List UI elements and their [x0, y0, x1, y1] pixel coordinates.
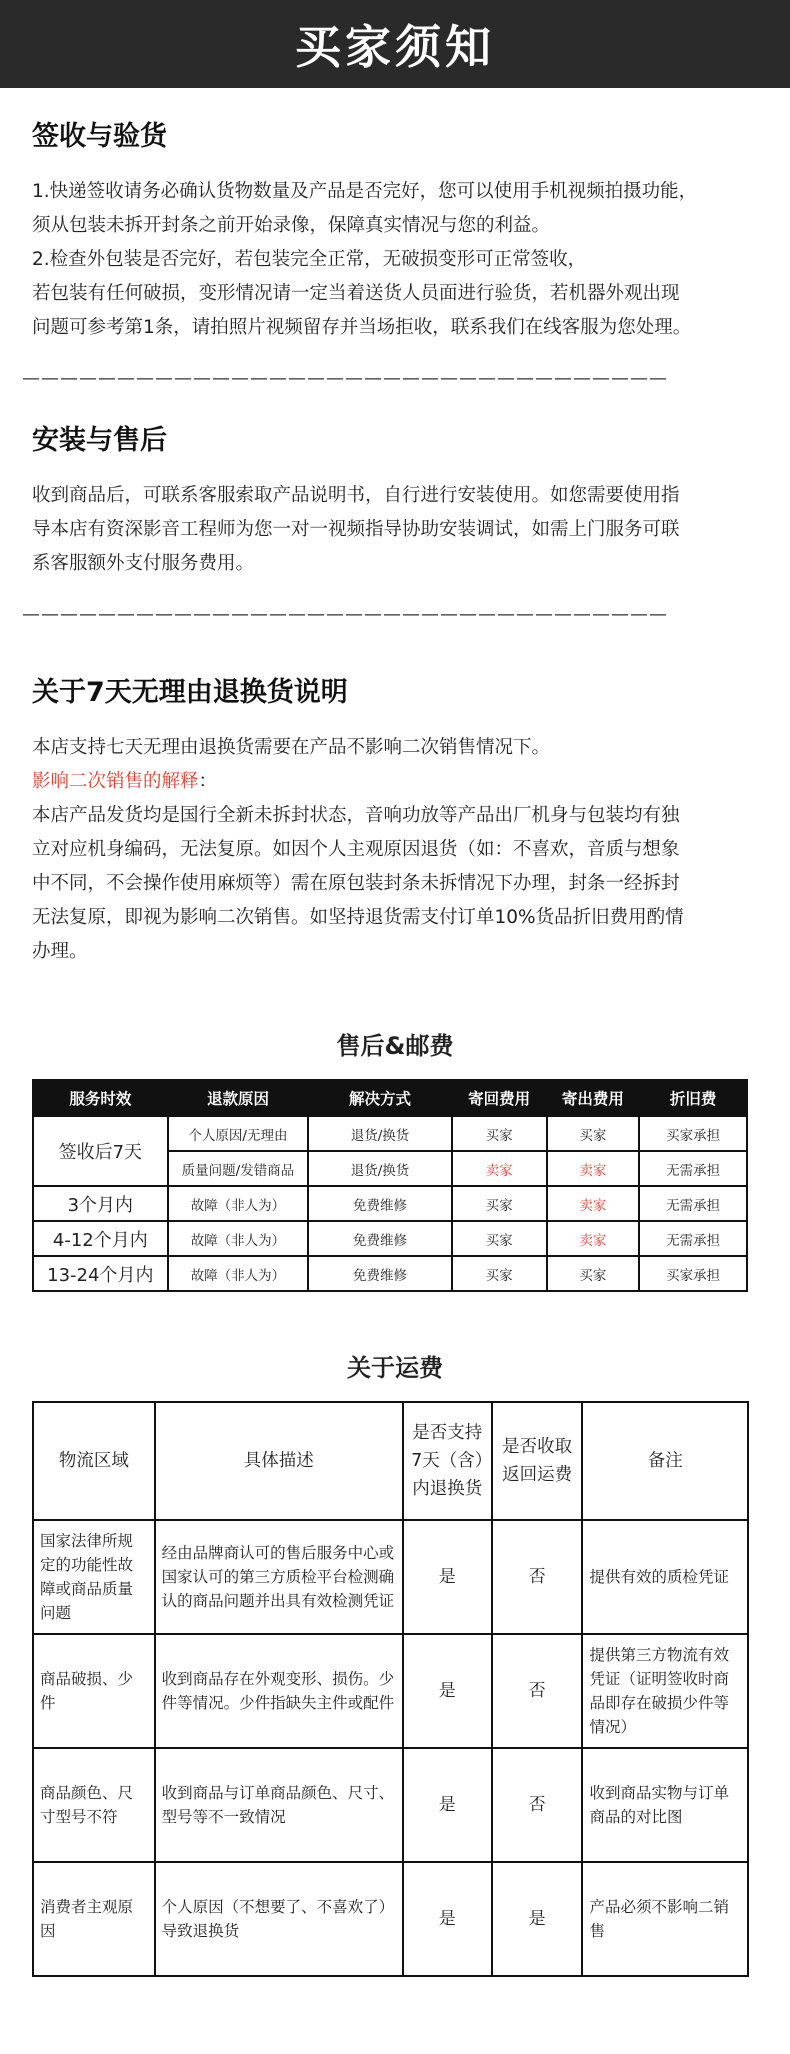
section-install-aftersale — [0, 418, 790, 581]
support-cell: 是 — [403, 1748, 492, 1862]
depreciation-cell: 买家承担 — [639, 1256, 747, 1291]
section-line: 若包装有任何破损，变形情况请一定当着送货人员面进行验货，若机器外观出现 — [32, 283, 680, 304]
reason-cell: 故障（非人为） — [168, 1221, 309, 1256]
section-receipt-inspection — [0, 114, 790, 345]
solution-cell: 免费维修 — [308, 1221, 452, 1256]
reason-cell: 故障（非人为） — [168, 1256, 309, 1291]
charge-cell: 否 — [492, 1748, 583, 1862]
depreciation-cell: 无需承担 — [639, 1186, 747, 1221]
divider: —————————————————————————————————— — [22, 368, 668, 389]
reason-cell: 故障（非人为） — [168, 1186, 309, 1221]
ship-fee-cell: 买家 — [547, 1256, 640, 1291]
period-cell: 3个月内 — [33, 1186, 168, 1221]
period-cell: 4-12个月内 — [33, 1221, 168, 1256]
ship-fee-cell: 卖家 — [547, 1221, 640, 1256]
section-line: 中不同，不会操作使用麻烦等）需在原包装封条未拆情况下办理，封条一经拆封 — [32, 873, 680, 894]
divider: —————————————————————————————————— — [22, 604, 668, 625]
table-title-aftersale-shipping: 售后&邮费 — [336, 1032, 454, 1060]
header-cell: 解决方式 — [308, 1080, 452, 1116]
reason-cell: 个人原因/无理由 — [168, 1116, 309, 1151]
section-title: 安装与售后 — [32, 425, 167, 456]
charge-cell: 是 — [492, 1862, 583, 1976]
return-fee-cell: 买家 — [452, 1256, 547, 1291]
section-line: 办理。 — [32, 941, 88, 962]
table-row — [33, 1862, 748, 1976]
table-row — [33, 1186, 747, 1221]
section-line: 收到商品后，可联系客服索取产品说明书，自行进行安装使用。如您需要使用指 — [32, 485, 680, 506]
note-cell: 产品必须不影响二销售 — [582, 1862, 748, 1976]
solution-cell: 退货/换货 — [308, 1116, 452, 1151]
aftersale-shipping-table — [32, 1079, 748, 1292]
area-cell: 消费者主观原因 — [33, 1862, 155, 1976]
ship-fee-cell: 卖家 — [547, 1151, 640, 1186]
header-cell: 退款原因 — [168, 1080, 309, 1116]
section-intro: 本店支持七天无理由退换货需要在产品不影响二次销售情况下。 — [32, 737, 551, 758]
table-row — [33, 1520, 748, 1634]
depreciation-cell: 无需承担 — [639, 1221, 747, 1256]
solution-cell: 退货/换货 — [308, 1151, 452, 1186]
period-cell: 13-24个月内 — [33, 1256, 168, 1291]
reason-cell: 质量问题/发错商品 — [168, 1151, 309, 1186]
solution-cell: 免费维修 — [308, 1186, 452, 1221]
section-line: 立对应机身编码，无法复原。如因个人主观原因退货（如：不喜欢，音质与想象 — [32, 839, 680, 860]
section-line: 问题可参考第1条，请拍照片视频留存并当场拒收，联系我们在线客服为您处理。 — [32, 317, 692, 338]
section-line: 导本店有资深影音工程师为您一对一视频指导协助安装调试，如需上门服务可联 — [32, 519, 680, 540]
header-cell: 具体描述 — [155, 1402, 403, 1520]
header-cell: 是否收取返回运费 — [492, 1402, 583, 1520]
header-cell: 备注 — [582, 1402, 748, 1520]
section-line: 1.快递签收请务必确认货物数量及产品是否完好，您可以使用手机视频拍摄功能， — [32, 181, 698, 202]
depreciation-cell: 买家承担 — [639, 1116, 747, 1151]
table-header-row — [33, 1080, 747, 1116]
depreciation-cell: 无需承担 — [639, 1151, 747, 1186]
solution-cell: 免费维修 — [308, 1256, 452, 1291]
charge-cell: 否 — [492, 1634, 583, 1748]
table-title-shipping-fee: 关于运费 — [347, 1354, 443, 1382]
table-header-row — [33, 1402, 748, 1520]
return-fee-cell: 买家 — [452, 1186, 547, 1221]
area-cell: 商品颜色、尺寸型号不符 — [33, 1748, 155, 1862]
support-cell: 是 — [403, 1634, 492, 1748]
table-row — [33, 1221, 747, 1256]
note-cell: 收到商品实物与订单商品的对比图 — [582, 1748, 748, 1862]
highlight-text: 影响二次销售的解释 — [32, 771, 199, 792]
table-row — [33, 1634, 748, 1748]
ship-fee-cell: 卖家 — [547, 1186, 640, 1221]
banner-title: 买家须知 — [0, 0, 790, 88]
ship-fee-cell: 买家 — [547, 1116, 640, 1151]
header-cell: 寄回费用 — [452, 1080, 547, 1116]
highlight-line — [32, 765, 758, 799]
support-cell: 是 — [403, 1862, 492, 1976]
header-cell: 折旧费 — [639, 1080, 747, 1116]
period-cell: 签收后7天 — [33, 1116, 168, 1186]
header-cell: 寄出费用 — [547, 1080, 640, 1116]
desc-cell: 个人原因（不想要了、不喜欢了）导致退换货 — [155, 1862, 403, 1976]
support-cell: 是 — [403, 1520, 492, 1634]
header-cell: 是否支持7天（含）内退换货 — [403, 1402, 492, 1520]
table-row — [33, 1256, 747, 1291]
header-cell: 物流区域 — [33, 1402, 155, 1520]
section-line: 2.检查外包装是否完好，若包装完全正常，无破损变形可正常签收， — [32, 249, 587, 270]
section-title: 关于7天无理由退换货说明 — [32, 677, 348, 708]
table-row — [33, 1116, 747, 1151]
section-line: 须从包装未拆开封条之前开始录像，保障真实情况与您的利益。 — [32, 215, 551, 236]
table-row — [33, 1748, 748, 1862]
section-line: 系客服额外支付服务费用。 — [32, 553, 255, 574]
desc-cell: 收到商品存在外观变形、损伤。少件等情况。少件指缺失主件或配件 — [155, 1634, 403, 1748]
area-cell: 国家法律所规定的功能性故障或商品质量问题 — [33, 1520, 155, 1634]
charge-cell: 否 — [492, 1520, 583, 1634]
note-cell: 提供有效的质检凭证 — [582, 1520, 748, 1634]
section-line: 无法复原，即视为影响二次销售。如坚持退货需支付订单10%货品折旧费用酌情 — [32, 907, 684, 928]
return-fee-cell: 卖家 — [452, 1151, 547, 1186]
section-7day-return — [0, 670, 790, 969]
return-fee-cell: 买家 — [452, 1116, 547, 1151]
desc-cell: 经由品牌商认可的售后服务中心或国家认可的第三方质检平台检测确认的商品问题并出具有效检测凭证 — [155, 1520, 403, 1634]
note-cell: 提供第三方物流有效凭证（证明签收时商品即存在破损少件等情况） — [582, 1634, 748, 1748]
area-cell: 商品破损、少件 — [33, 1634, 155, 1748]
desc-cell: 收到商品与订单商品颜色、尺寸、型号等不一致情况 — [155, 1748, 403, 1862]
return-fee-cell: 买家 — [452, 1221, 547, 1256]
section-title: 签收与验货 — [32, 121, 167, 152]
section-line: 本店产品发货均是国行全新未拆封状态，音响功放等产品出厂机身与包装均有独 — [32, 805, 680, 826]
header-cell: 服务时效 — [33, 1080, 168, 1116]
highlight-colon: ： — [198, 771, 218, 792]
shipping-fee-table — [32, 1401, 749, 1977]
